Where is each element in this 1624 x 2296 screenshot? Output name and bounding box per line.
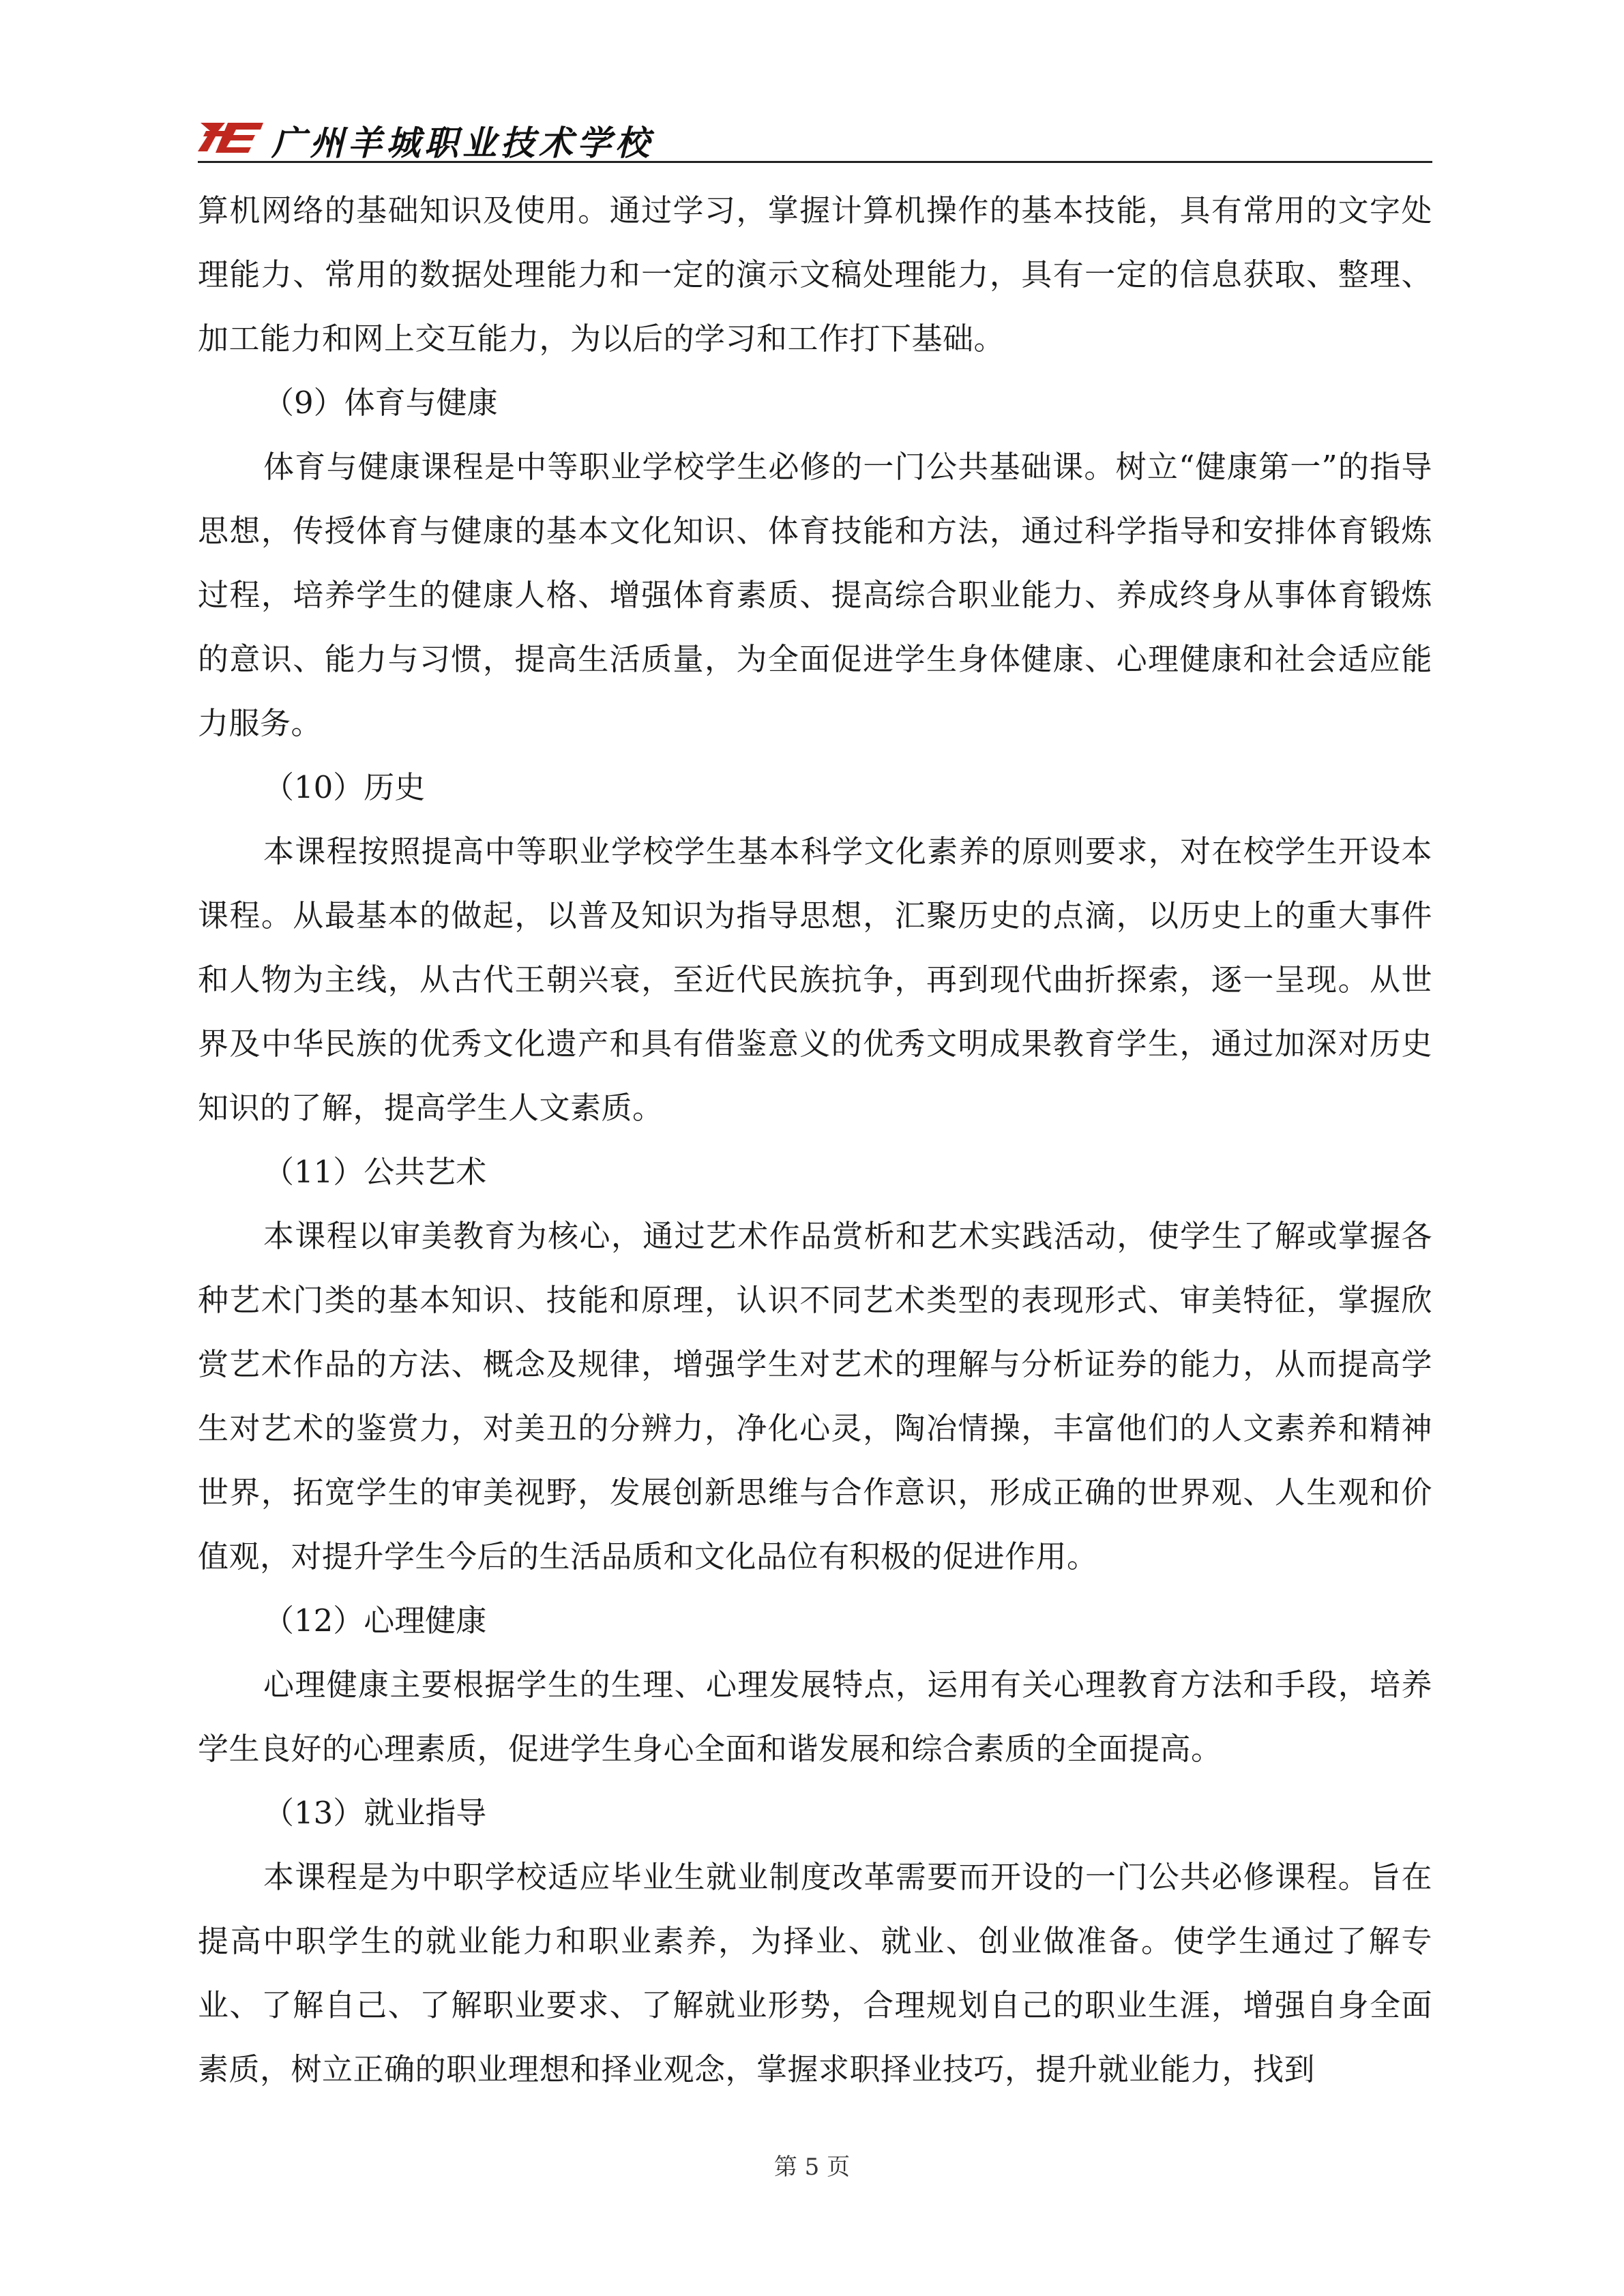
section-text-pe: 体育与健康课程是中等职业学校学生必修的一门公共基础课。树立“健康第一”的指导思想，传授体育与健康的基本文化知识、体育技能和方法，通过科学指导和安排体育锻炼过程，培养学生的健康人格、增强体育素质、提高综合职业能力、养成终身从事体育锻炼的意识、能力与习惯，提高生活质量，为全面促进学生身体健康、心理健康和社会适应能力服务。 bbox=[198, 449, 1432, 741]
page-number: 第 5 页 bbox=[773, 2153, 851, 2181]
section-heading-mental-health: （12）心理健康 bbox=[263, 1602, 487, 1639]
section-text-mental-health: 心理健康主要根据学生的生理、心理发展特点，运用有关心理教育方法和手段，培养学生良好的心理素质，促进学生身心全面和谐发展和综合素质的全面提高。 bbox=[198, 1667, 1432, 1767]
school-name: 广州羊城职业技术学校 bbox=[271, 123, 653, 163]
section-heading-pe: （9）体育与健康 bbox=[263, 385, 498, 421]
section-heading-art: （11）公共艺术 bbox=[263, 1154, 487, 1190]
document-body bbox=[198, 179, 1432, 2102]
header-divider bbox=[198, 161, 1432, 163]
section-text-art: 本课程以审美教育为核心，通过艺术作品赏析和艺术实践活动，使学生了解或掌握各种艺术门类的基本知识、技能和原理，认识不同艺术类型的表现形式、审美特征，掌握欣赏艺术作品的方法、概念及规律，增强学生对艺术的理解与分析证券的能力，从而提高学生对艺术的鉴赏力，对美丑的分辨力，净化心灵，陶冶情操，丰富他们的人文素养和精神世界，拓宽学生的审美视野，发展创新思维与合作意识，形成正确的世界观、人生观和价值观，对提升学生今后的生活品质和文化品位有积极的促进作用。 bbox=[198, 1218, 1432, 1575]
school-logo-icon bbox=[198, 117, 266, 157]
section-heading-career: （13）就业指导 bbox=[263, 1795, 487, 1831]
section-text-career: 本课程是为中职学校适应毕业生就业制度改革需要而开设的一门公共必修课程。旨在提高中职学生的就业能力和职业素养，为择业、就业、创业做准备。使学生通过了解专业、了解自己、了解职业要求、了解就业形势，合理规划自己的职业生涯，增强自身全面素质，树立正确的职业理想和择业观念，掌握求职择业技巧，提升就业能力，找到 bbox=[198, 1859, 1432, 2087]
section-heading-history: （10）历史 bbox=[263, 769, 426, 805]
intro-paragraph: 算机网络的基础知识及使用。通过学习，掌握计算机操作的基本技能，具有常用的文字处理能力、常用的数据处理能力和一定的演示文稿处理能力，具有一定的信息获取、整理、加工能力和网上交互能力，为以后的学习和工作打下基础。 bbox=[198, 192, 1432, 357]
section-text-history: 本课程按照提高中等职业学校学生基本科学文化素养的原则要求，对在校学生开设本课程。从最基本的做起，以普及知识为指导思想，汇聚历史的点滴，以历史上的重大事件和人物为主线，从古代王朝兴衰，至近代民族抗争，再到现代曲折探索，逐一呈现。从世界及中华民族的优秀文化遗产和具有借鉴意义的优秀文明成果教育学生，通过加深对历史知识的了解，提高学生人文素质。 bbox=[198, 833, 1432, 1126]
page-header bbox=[198, 115, 1432, 163]
